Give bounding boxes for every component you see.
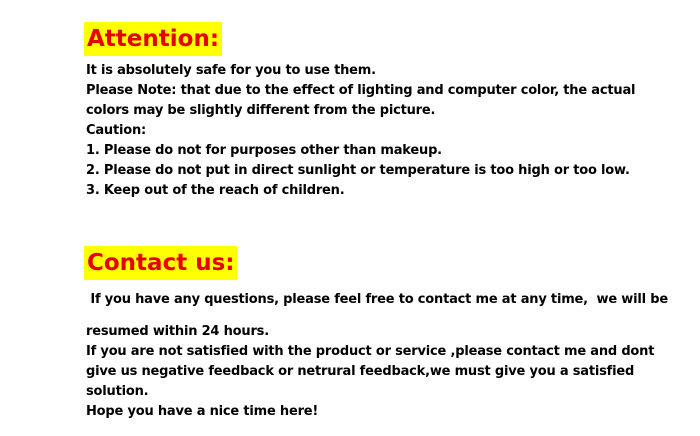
contact-heading: Contact us: — [84, 246, 237, 280]
contact-line-resumed: resumed within 24 hours. — [86, 324, 269, 339]
attention-heading: Attention: — [84, 22, 222, 56]
attention-line-caution: Caution: — [86, 123, 147, 138]
contact-line-questions: If you have any questions, please feel free to contact me at any time, we will be — [86, 292, 668, 307]
contact-line-not-satisfied: If you are not satisfied with the product or service ,please contact me and dont — [86, 344, 655, 359]
attention-line-item-3: 3. Keep out of the reach of children. — [86, 183, 345, 198]
attention-line-note-cont: colors may be slightly different from the picture. — [86, 103, 436, 118]
contact-line-nice-time: Hope you have a nice time here! — [86, 404, 319, 419]
contact-line-feedback: give us negative feedback or netrural feedback,we must give you a satisfied — [86, 364, 635, 379]
attention-line-item-1: 1. Please do not for purposes other than makeup. — [86, 143, 442, 158]
contact-line-solution: solution. — [86, 384, 149, 399]
attention-line-item-2: 2. Please do not put in direct sunlight or temperature is too high or too low. — [86, 163, 630, 178]
attention-line-safe: It is absolutely safe for you to use them. — [86, 63, 376, 78]
attention-line-note: Please Note: that due to the effect of lighting and computer color, the actual — [86, 83, 636, 98]
